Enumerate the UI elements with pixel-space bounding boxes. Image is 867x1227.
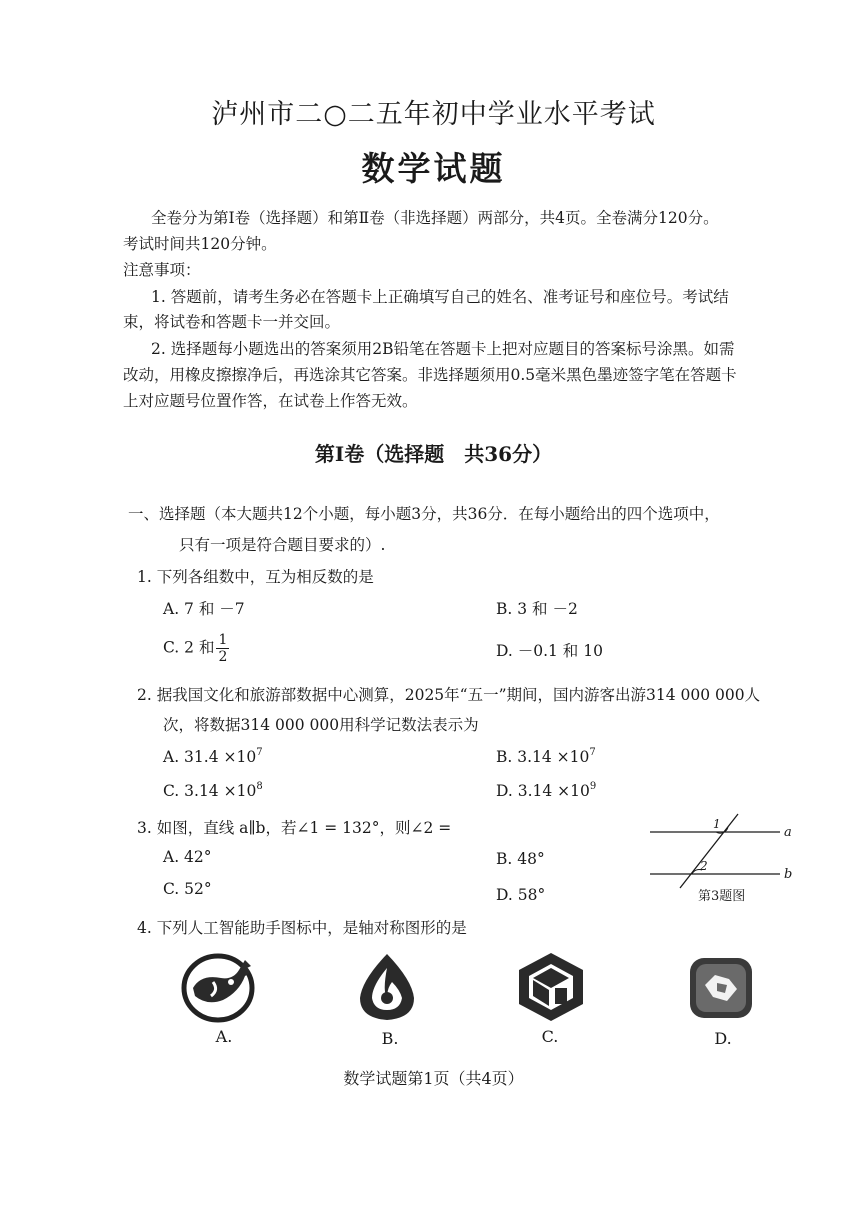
line-a-label: a: [784, 825, 792, 840]
q2-option-a: [163, 747, 263, 766]
q2-option-b-exponent: 7: [589, 747, 596, 758]
q2-option-c: [163, 781, 263, 800]
q3-option-a: A. 42°: [163, 848, 212, 866]
q1-stem: 1. 下列各组数中，互为相反数的是: [137, 568, 374, 586]
q2-option-d: [496, 781, 596, 800]
q4-option-a-label: A.: [215, 1027, 233, 1046]
note-1-line-1: 1. 答题前，请考生务必在答题卡上正确填写自己的姓名、准考证号和座位号。考试结: [151, 288, 729, 306]
q1-option-d: D. －0.1 和 10: [496, 642, 603, 660]
notes-heading: 注意事项：: [123, 261, 201, 279]
q2-option-b: [496, 747, 596, 766]
rounded-square-logo-icon: [687, 955, 755, 1021]
note-1-line-2: 束，将试卷和答题卡一并交回。: [123, 313, 341, 331]
angle-1-label: 1: [713, 817, 721, 831]
q4-option-d-label: D.: [714, 1029, 732, 1048]
part1-instructions-line-1: 一、选择题（本大题共12个小题，每小题3分，共36分．在每小题给出的四个选项中，: [128, 505, 720, 523]
part1-instructions-line-2: 只有一项是符合题目要求的）.: [179, 536, 386, 554]
whale-logo-icon: [181, 952, 267, 1022]
line-b-label: b: [784, 867, 793, 882]
q2-option-a-base: A. 31.4 ×10: [163, 748, 257, 766]
q3-option-b: B. 48°: [496, 850, 545, 868]
intro-line-1: 全卷分为第Ⅰ卷（选择题）和第Ⅱ卷（非选择题）两部分，共4页。全卷满分120分。: [151, 209, 719, 227]
q2-option-b-base: B. 3.14 ×10: [496, 748, 590, 766]
transversal-line: [680, 814, 738, 888]
q1-option-c: [163, 632, 229, 665]
q1-option-a: A. 7 和 －7: [163, 600, 245, 618]
flame-drop-logo-icon: [352, 950, 422, 1024]
q1-option-c-text: C. 2 和: [163, 638, 215, 657]
q2-option-a-exponent: 7: [256, 747, 263, 758]
q3-stem: 3. 如图，直线 a∥b，若∠1 = 132°，则∠2 =: [137, 819, 452, 837]
q2-option-c-exponent: 8: [256, 781, 263, 792]
figure-caption: 第3题图: [698, 889, 746, 904]
fraction-numerator: 1: [218, 632, 228, 648]
q2-option-d-exponent: 9: [589, 781, 597, 792]
note-2-line-1: 2. 选择题每小题选出的答案须用2B铅笔在答题卡上把对应题目的答案标号涂黑。如需: [151, 340, 735, 358]
q3-option-c: C. 52°: [163, 880, 212, 898]
q3-option-d: D. 58°: [496, 886, 546, 904]
fraction-denominator: 2: [218, 649, 228, 665]
q2-option-d-base: D. 3.14 ×10: [496, 782, 590, 800]
q1-option-b: B. 3 和 －2: [496, 600, 578, 618]
q2-stem-line-1: 2. 据我国文化和旅游部数据中心测算，2025年“五一”期间，国内游客出游314 000 000人: [137, 686, 761, 704]
q2-stem-line-2: 次，将数据314 000 000用科学记数法表示为: [163, 716, 479, 734]
intro-line-2: 考试时间共120分钟。: [123, 235, 277, 253]
hexagon-cube-logo-icon: [515, 950, 587, 1024]
note-2-line-2: 改动，用橡皮擦擦净后，再选涂其它答案。非选择题须用0.5毫米黑色墨迹签字笔在答题卡: [123, 366, 737, 384]
exam-title: 泸州市二○二五年初中学业水平考试: [211, 99, 656, 130]
fraction-one-half: [216, 632, 229, 665]
q4-stem: 4. 下列人工智能助手图标中，是轴对称图形的是: [137, 919, 467, 937]
angle-2-label: 2: [700, 859, 708, 873]
q4-option-b-label: B.: [381, 1029, 399, 1048]
q2-option-c-base: C. 3.14 ×10: [163, 782, 257, 800]
page-footer: 数学试题第1页（共4页）: [343, 1069, 524, 1088]
exam-subject-title: 数学试题: [361, 149, 506, 188]
section-title: 第Ⅰ卷（选择题 共36分）: [314, 442, 553, 466]
note-2-line-3: 上对应题号位置作答，在试卷上作答无效。: [123, 392, 418, 410]
q4-option-c-label: C.: [541, 1027, 559, 1046]
